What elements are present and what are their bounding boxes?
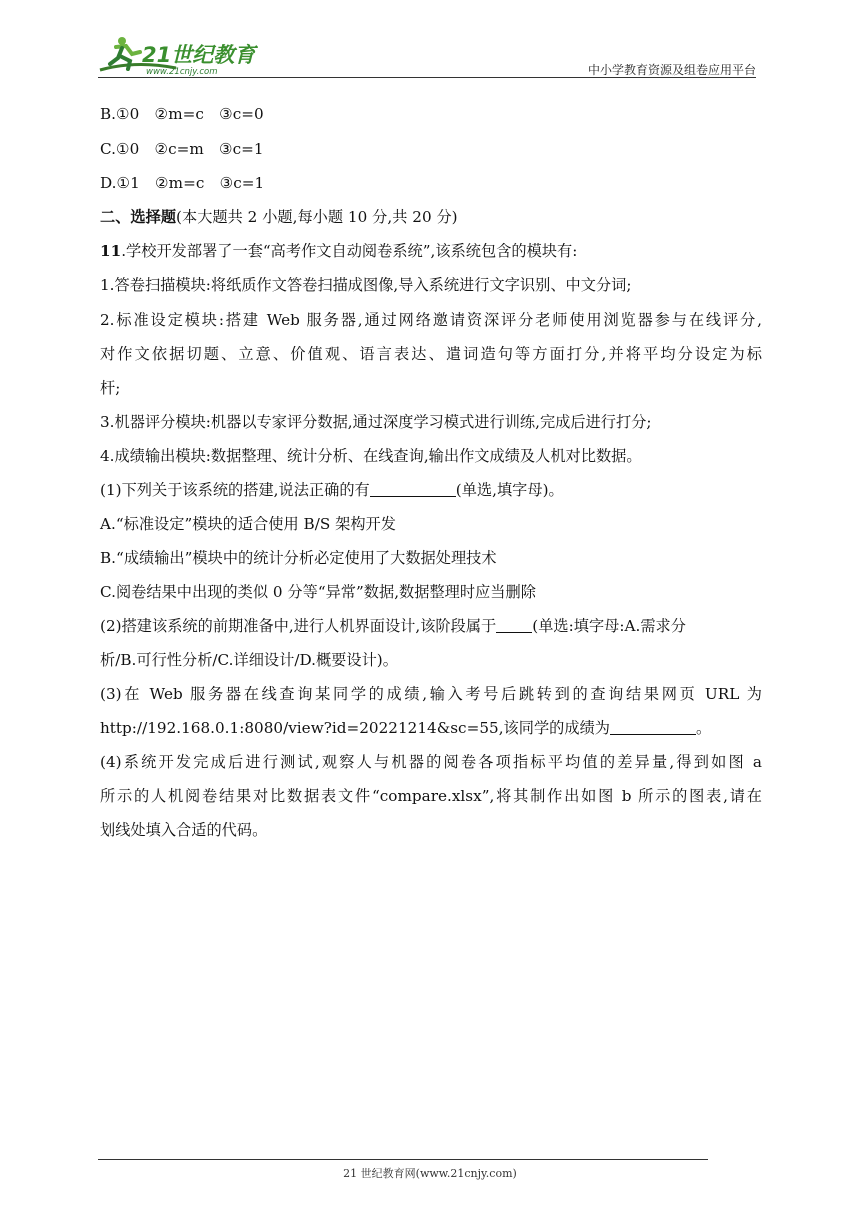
part-3-line-1: (3)在 Web 服务器在线查询某同学的成绩,输入考号后跳转到的查询结果网页 URL 为 [100,685,762,703]
section-note: (本大题共 2 小题,每小题 10 分,共 20 分) [176,208,458,226]
part-1-option-b: B.“成绩输出”模块中的统计分析必定使用了大数据处理技术 [100,549,497,567]
option-c: C.①0 ②c=m ③c=1 [100,140,264,158]
module-2-line-1: 2.标准设定模块:搭建 Web 服务器,通过网络邀请资深评分老师使用浏览器参与在线评分, [100,311,762,329]
platform-name: 中小学教育资源及组卷应用平台 [587,63,756,77]
section-title: 二、选择题 [100,208,177,226]
module-2-line-2: 对作文依据切题、立意、价值观、语言表达、遣词造句等方面打分,并将平均分设定为标 [100,345,762,363]
part-1-option-a: A.“标准设定”模块的适合使用 B/S 架构开发 [100,515,396,533]
answer-blank-1[interactable] [370,480,456,497]
part-1-option-c: C.阅卷结果中出现的类似 0 分等“异常”数据,数据整理时应当删除 [100,583,536,601]
answer-blank-2[interactable] [496,616,532,633]
question-number: 11 [100,242,122,260]
part-4-line-1: (4)系统开发完成后进行测试,观察人与机器的阅卷各项指标平均值的差异量,得到如图 a [100,753,762,771]
module-4: 4.成绩输出模块:数据整理、统计分析、在线查询,输出作文成绩及人机对比数据。 [100,447,642,465]
footer-text: 21 世纪教育网(www.21cnjy.com) [343,1167,517,1180]
part-4-line-2: 所示的人机阅卷结果对比数据表文件“compare.xlsx”,将其制作出如图 b 所示的图表,请在 [100,787,762,805]
part-1-prompt: (1)下列关于该系统的搭建,说法正确的有 (单选,填字母)。 [100,481,564,499]
module-3: 3.机器评分模块:机器以专家评分数据,通过深度学习模式进行训练,完成后进行打分; [100,413,652,431]
part-3-line-2: http://192.168.0.1:8080/view?id=20221214&sc=55,该同学的成绩为 。 [100,719,712,737]
option-b: B.①0 ②m=c ③c=0 [100,105,264,123]
part-4-line-3: 划线处填入合适的代码。 [100,821,268,839]
question-stem: 11.学校开发部署了一套“高考作文自动阅卷系统”,该系统包含的模块有: [100,242,578,260]
header-divider [98,77,756,78]
part-2-prompt: (2)搭建该系统的前期准备中,进行人机界面设计,该阶段属于 (单选:填字母:A.需求分 [100,617,686,635]
module-2-line-3: 杆; [100,379,121,397]
logo-url: www.21cnjy.com [146,67,218,77]
answer-blank-3[interactable] [610,718,696,735]
option-d: D.①1 ②m=c ③c=1 [100,174,265,192]
section-heading [100,207,762,227]
footer-divider [98,1159,708,1160]
module-1: 1.答卷扫描模块:将纸质作文答卷扫描成图像,导入系统进行文字识别、中文分词; [100,276,632,294]
part-2-line-2: 析/B.可行性分析/C.详细设计/D.概要设计)。 [100,651,398,669]
site-logo [96,34,258,78]
logo-text: 21世纪教育 [142,43,256,67]
